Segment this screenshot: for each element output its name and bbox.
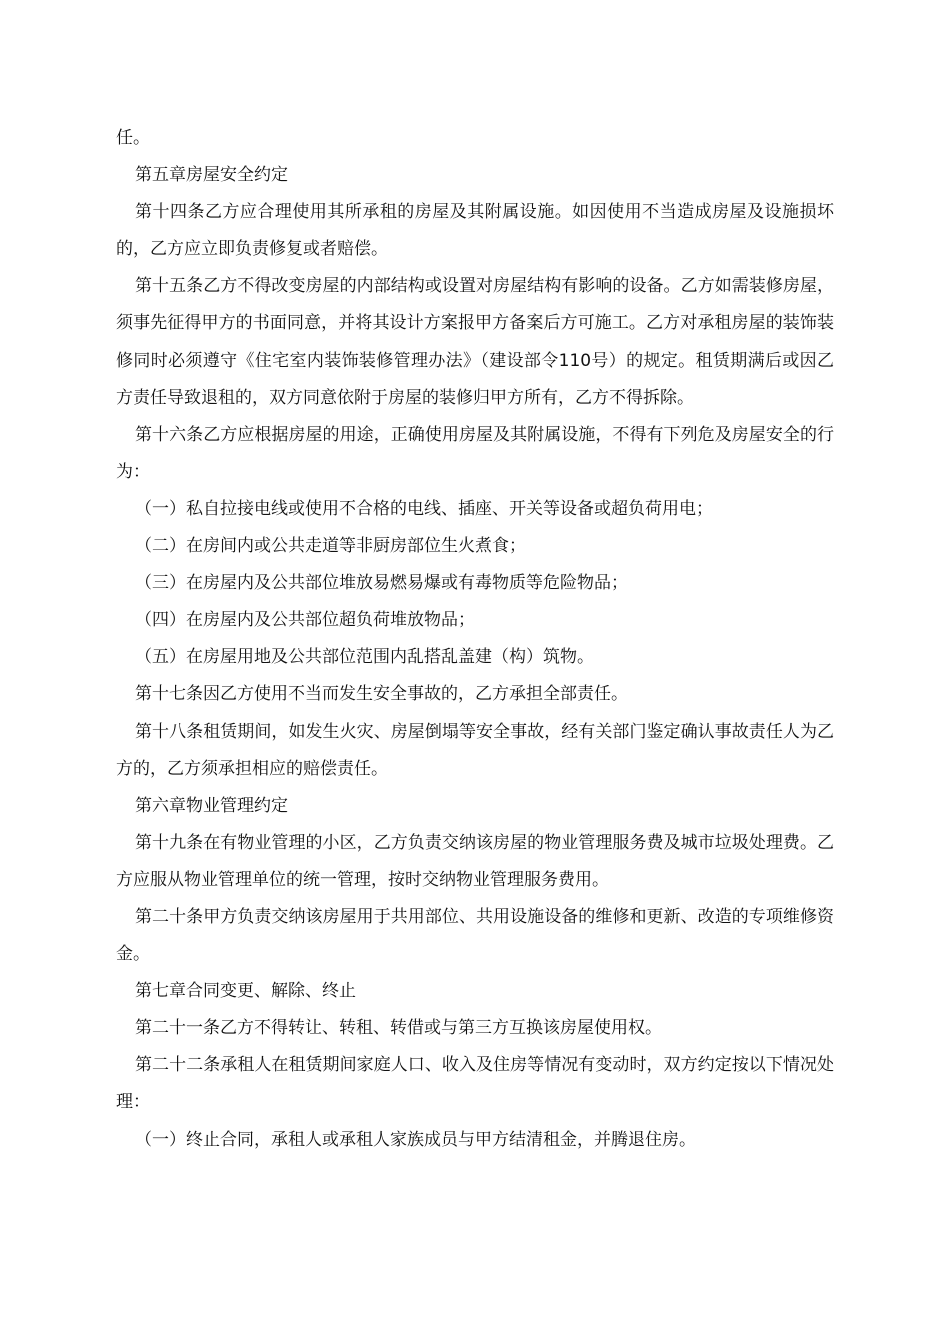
article-22: 第二十二条承租人在租赁期间家庭人口、收入及住房等情况有变动时，双方约定按以下情况处理： [116, 1055, 834, 1113]
article-15: 第十五条乙方不得改变房屋的内部结构或设置对房屋结构有影响的设备。乙方如需装修房屋，须事先征得甲方的书面同意，并将其设计方案报甲方备案后方可施工。乙方对承租房屋的装饰装修同时必须遵守《住宅室内装饰装修管理办法》（建设部令110号）的规定。租赁期满后或因乙方责任导致退租的，双方同意依附于房屋的装修归甲方所有，乙方不得拆除。 [116, 276, 834, 408]
article-18: 第十八条租赁期间，如发生火灾、房屋倒塌等安全事故，经有关部门鉴定确认事故责任人为乙方的，乙方须承担相应的赔偿责任。 [116, 721, 834, 779]
paragraph-continuation: 任。 [116, 128, 150, 148]
article-22-item-1: （一）终止合同，承租人或承租人家族成员与甲方结清租金，并腾退住房。 [135, 1129, 696, 1150]
article-20: 第二十条甲方负责交纳该房屋用于共用部位、共用设施设备的维修和更新、改造的专项维修资金。 [116, 906, 834, 965]
article-21: 第二十一条乙方不得转让、转租、转借或与第三方互换该房屋使用权。 [135, 1018, 662, 1039]
article-17: 第十七条因乙方使用不当而发生安全事故的，乙方承担全部责任。 [135, 684, 628, 705]
article-16: 第十六条乙方应根据房屋的用途，正确使用房屋及其附属设施，不得有下列危及房屋安全的行为： [116, 424, 834, 482]
document-body [116, 120, 834, 1159]
article-19: 第十九条在有物业管理的小区，乙方负责交纳该房屋的物业管理服务费及城市垃圾处理费。乙方应服从物业管理单位的统一管理，按时交纳物业管理服务费用。 [116, 832, 834, 890]
chapter-heading-6: 第六章物业管理约定 [135, 795, 288, 816]
chapter-heading-7: 第七章合同变更、解除、终止 [135, 981, 356, 1002]
article-16-item-2: （二）在房间内或公共走道等非厨房部位生火煮食； [135, 536, 526, 557]
article-16-item-4: （四）在房屋内及公共部位超负荷堆放物品； [135, 610, 475, 631]
article-16-item-3: （三）在房屋内及公共部位堆放易燃易爆或有毒物质等危险物品； [135, 573, 628, 594]
article-16-item-5: （五）在房屋用地及公共部位范围内乱搭乱盖建（构）筑物。 [135, 647, 594, 668]
article-16-item-1: （一）私自拉接电线或使用不合格的电线、插座、开关等设备或超负荷用电； [135, 498, 713, 519]
chapter-heading-5: 第五章房屋安全约定 [135, 165, 288, 186]
article-14: 第十四条乙方应合理使用其所承租的房屋及其附属设施。如因使用不当造成房屋及设施损坏的，乙方应立即负责修复或者赔偿。 [116, 202, 834, 260]
